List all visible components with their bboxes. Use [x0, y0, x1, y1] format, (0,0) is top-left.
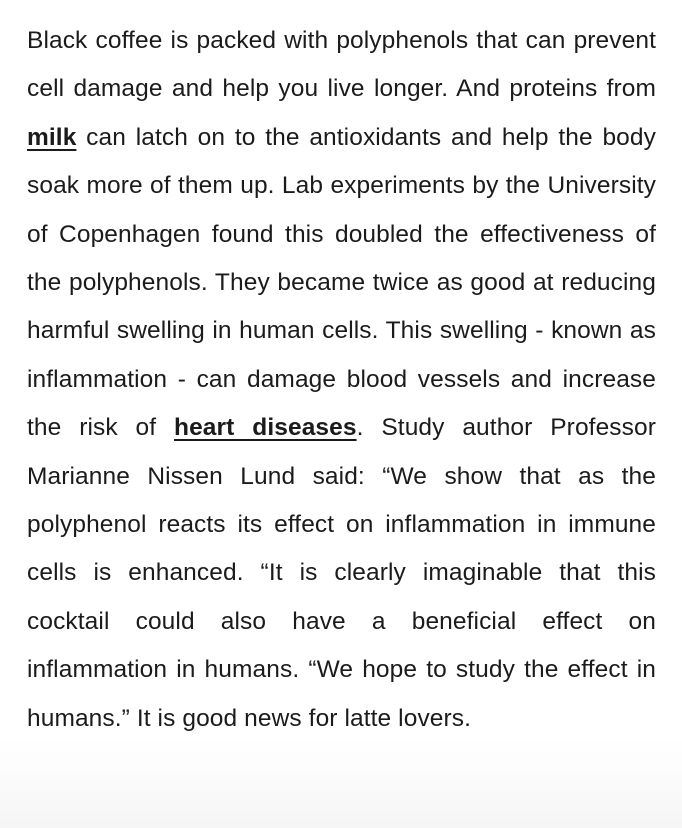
- article-text-segment: . Study author Professor Marianne Nissen Lund said: “We show that as the polyphenol reacts its effect on inflammation in immune cells is enhanced. “It is clearly imaginable that this cocktail could also have a beneficial effect on inflammation in humans. “We hope to study the effect in humans.” It is good news for latte lovers.: [27, 414, 656, 732]
- milk-link[interactable]: milk: [27, 123, 77, 151]
- heart-diseases-link[interactable]: heart diseases: [174, 414, 357, 442]
- article-text-segment: can latch on to the antioxidants and help the body soak more of them up. Lab experiments by the University of Copenhagen found this doubled the effectiveness of the polyphenols. They became twice as good at reducing harmful swelling in human cells. This swelling - known as inflammation - can damage blood vessels and increase the risk of: [27, 123, 656, 442]
- article-paragraph: [27, 17, 656, 743]
- article-text-segment: Black coffee is packed with polyphenols that can prevent cell damage and help you live longer. And proteins from: [27, 27, 656, 103]
- bottom-fade-overlay: [0, 738, 682, 828]
